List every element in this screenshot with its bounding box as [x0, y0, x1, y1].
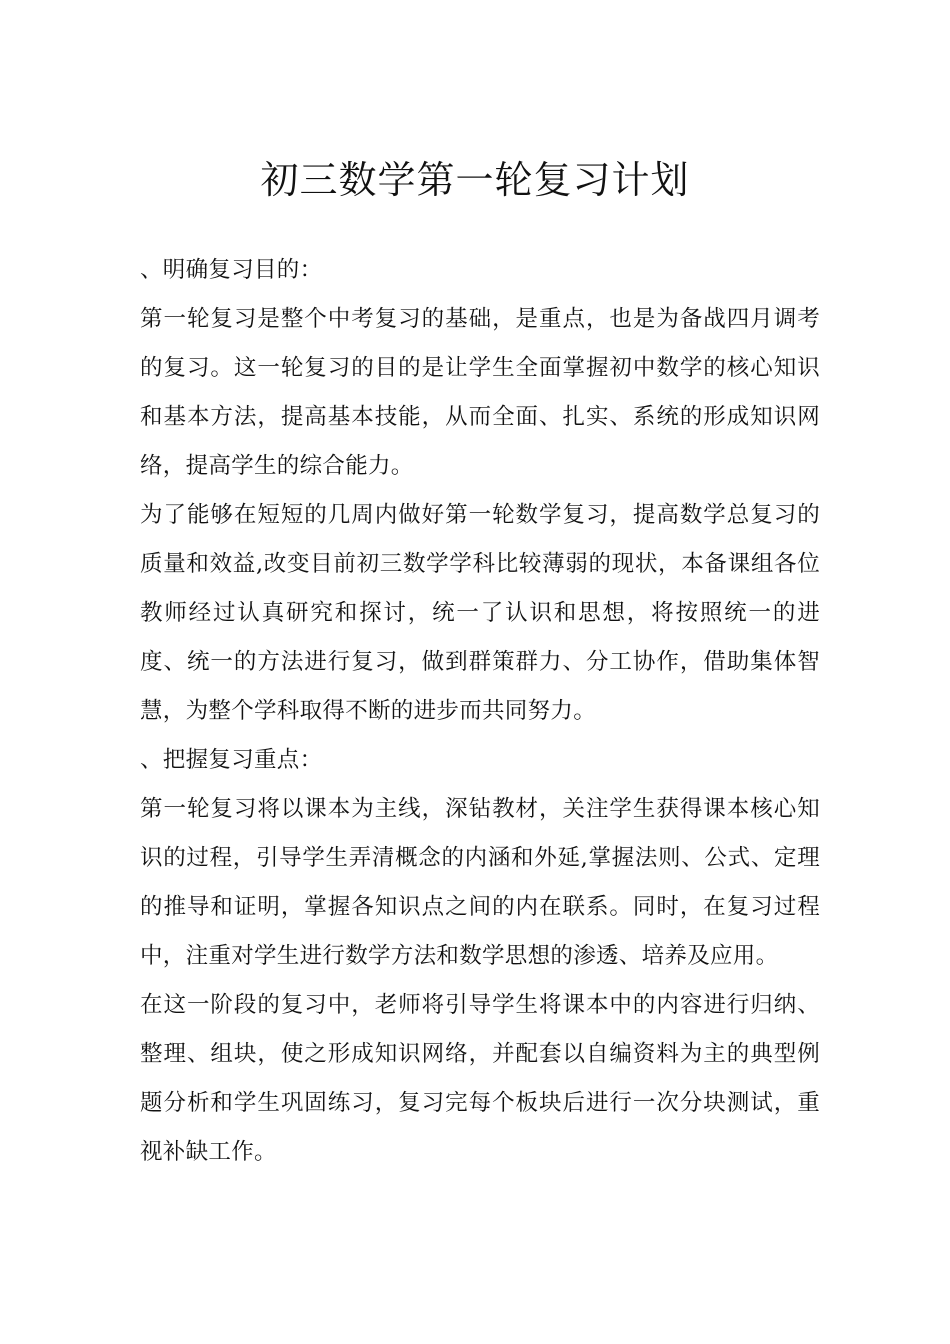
paragraph-purpose-plan: 为了能够在短短的几周内做好第一轮数学复习，提高数学总复习的质量和效益,改变目前初三数学学科比较薄弱的现状，本备课组各位教师经过认真研究和探讨，统一了认识和思想，将按照统一的进度、统一的方法进行复习，做到群策群力、分工协作，借助集体智慧，为整个学科取得不断的进步而共同努力。	[140, 502, 820, 724]
paragraph-focus-stage: 在这一阶段的复习中，老师将引导学生将课本中的内容进行归纳、整理、组块，使之形成知识网络，并配套以自编资料为主的典型例题分析和学生巩固练习，复习完每个板块后进行一次分块测试，重视补缺工作。	[140, 992, 820, 1165]
document-body	[140, 246, 820, 1177]
section-heading-purpose: 、明确复习目的：	[140, 257, 323, 283]
section-heading-focus: 、把握复习重点：	[140, 747, 323, 773]
paragraph-purpose-goal: 第一轮复习是整个中考复习的基础，是重点，也是为备战四月调考的复习。这一轮复习的目的是让学生全面掌握初中数学的核心知识和基本方法，提高基本技能，从而全面、扎实、系统的形成知识网络，提高学生的综合能力。	[140, 306, 820, 479]
paragraph-focus-textbook: 第一轮复习将以课本为主线，深钻教材，关注学生获得课本核心知识的过程，引导学生弄清概念的内涵和外延,掌握法则、公式、定理的推导和证明，掌握各知识点之间的内在联系。同时，在复习过程中，注重对学生进行数学方法和数学思想的渗透、培养及应用。	[140, 796, 820, 969]
document-title: 初三数学第一轮复习计划	[260, 158, 690, 202]
